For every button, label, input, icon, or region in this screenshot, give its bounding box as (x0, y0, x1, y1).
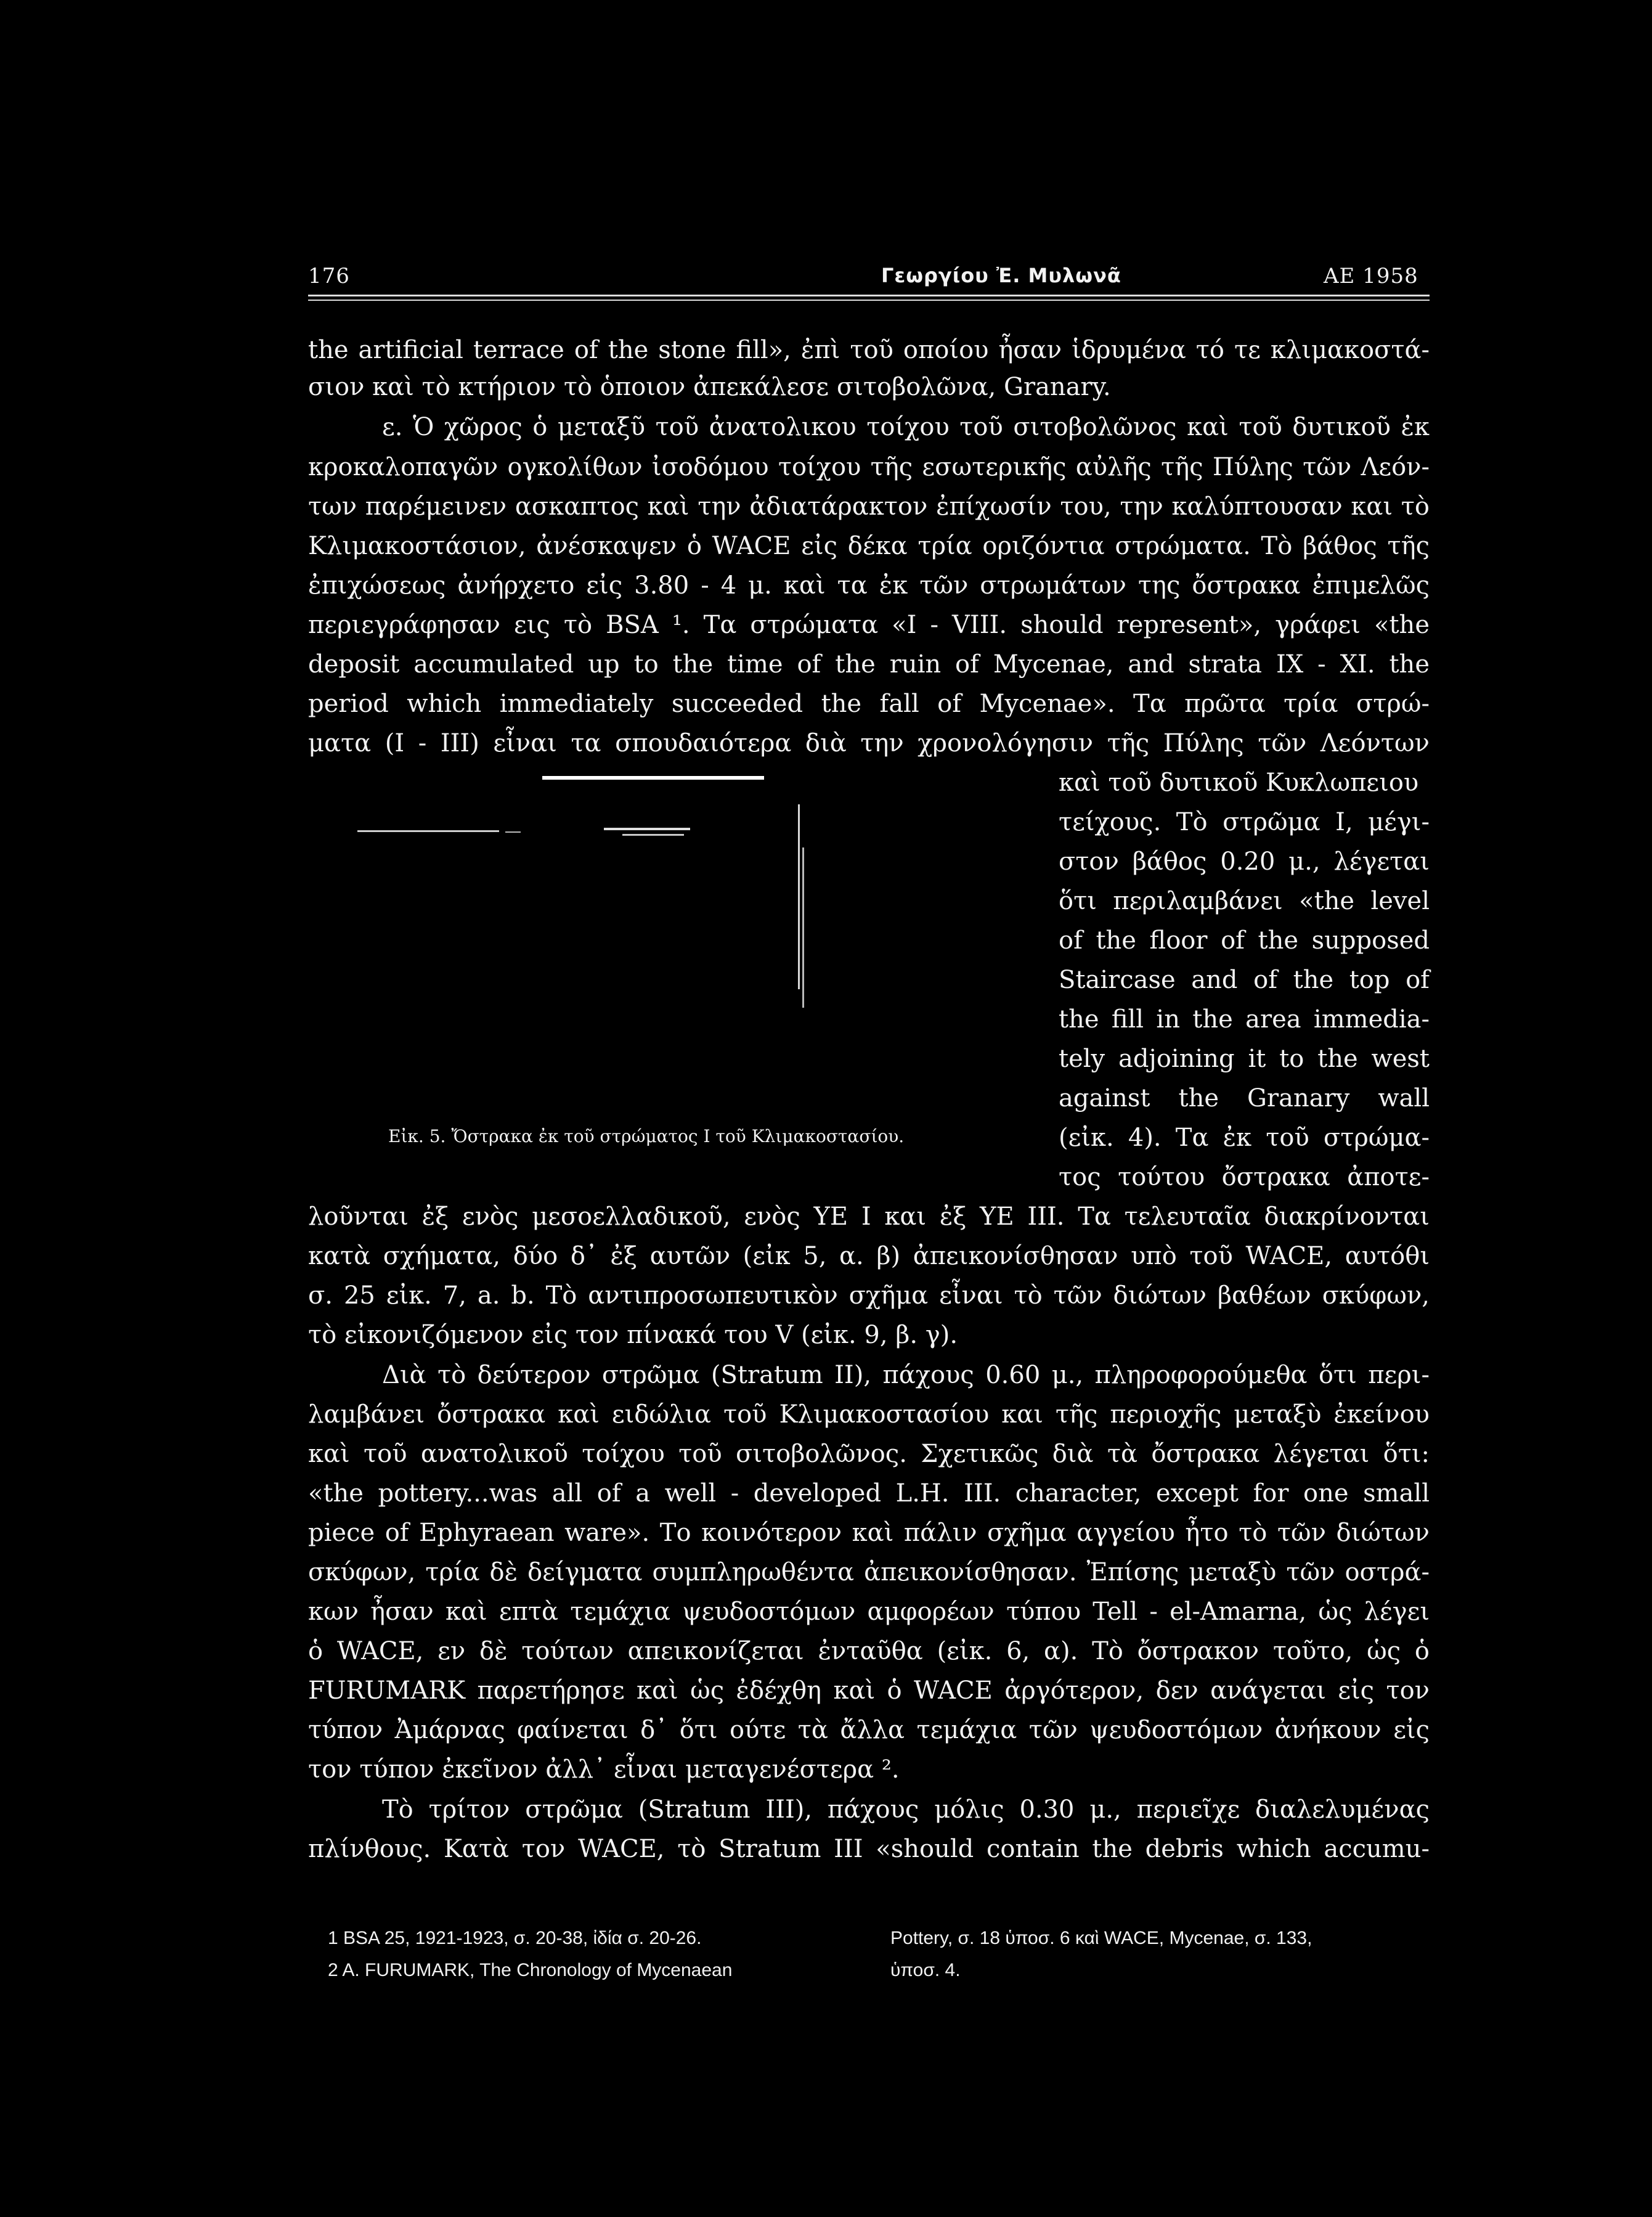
page-number: 176 (308, 264, 350, 288)
column-line: ὅτι περιλαμβάνει «the level (1059, 887, 1430, 915)
body-line: ἐπιχώσεως ἀνήρχετο εἰς 3.80 - 4 μ. καὶ τα ἐκ τῶν στρωμάτων της ὄστρακα ἐπιμελῶς (308, 571, 1430, 600)
column-line: στον βάθος 0.20 μ., λέγεται (1059, 847, 1430, 876)
body-line: period which immediately succeeded the fall of Mycenae». Τα πρῶτα τρία στρώ- (308, 690, 1430, 718)
body-line: ματα (I - III) εἶναι τα σπουδαιότερα διὰ την χρονολόγησιν τῆς Πύλης τῶν Λεόντων (308, 729, 1430, 757)
figure-sherds-image (357, 767, 1035, 1113)
body-line: «the pottery...was all of a well - developed L.H. III. character, except for one small (308, 1479, 1430, 1508)
body-line: των παρέμεινεν ασκαπτος καὶ την ἀδιατάρακτον ἐπίχωσίν του, την καλύπτουσαν και τὸ (308, 492, 1430, 521)
body-line: σκύφων, τρία δὲ δείγματα συμπληρωθέντα ἀπεικονίσθησαν. Ἐπίσης μεταξὺ τῶν οστρά- (308, 1558, 1430, 1586)
body-line: ε. Ὁ χῶρος ὁ μεταξῦ τοῦ ἀνατολικου τοίχου τοῦ σιτοβολῶνος καὶ τοῦ δυτικοῦ ἐκ (382, 413, 1430, 441)
body-line: ὁ WACE, εν δὲ τούτων απεικονίζεται ἐνταῦθα (εἰκ. 6, α). Τὸ ὄστρακον τοῦτο, ὡς ὁ (308, 1637, 1430, 1665)
body-line: FURUMARK παρετήρησε καὶ ὡς ἐδέχθη καὶ ὁ WACE ἀργότερον, δεν ανάγεται εἰς τον (308, 1676, 1430, 1705)
column-line: (εἰκ. 4). Τα ἐκ τοῦ στρώμα- (1059, 1124, 1430, 1152)
body-line: περιεγράφησαν εις τὸ BSA ¹. Τα στρώματα «I - VIII. should represent», γράφει «the (308, 611, 1430, 639)
running-author: Γεωργίου Ἐ. Μυλωνᾶ (881, 264, 1121, 287)
body-line: καὶ τοῦ ανατολικοῦ τοίχου τοῦ σιτοβολῶνος. Σχετικῶς διὰ τὰ ὄστρακα λέγεται ὅτι: (308, 1440, 1430, 1468)
body-line: κροκαλοπαγῶν ογκολίθων ἰσοδόμου τοίχου τῆς εσωτερικῆς αὐλῆς τῆς Πύλης τῶν Λεόν- (308, 453, 1430, 481)
journal-reference: ΑΕ 1958 (1324, 264, 1418, 288)
column-line: καὶ τοῦ δυτικοῦ Κυκλωπειου (1059, 769, 1419, 797)
column-line: against the Granary wall (1059, 1084, 1430, 1113)
body-line: κατὰ σχήματα, δύο δ᾽ ἐξ αυτῶν (εἰκ 5, α. β) ἀπεικονίσθησαν υπὸ τοῦ WACE, αυτόθι (308, 1242, 1430, 1270)
body-line: Διὰ τὸ δεύτερον στρῶμα (Stratum II), πάχους 0.60 μ., πληροφορούμεθα ὅτι περι- (382, 1361, 1430, 1389)
header-rule (308, 295, 1430, 296)
footnote-1: 1 BSA 25, 1921-1923, σ. 20-38, ἰδία σ. 20-26. (328, 1928, 702, 1948)
body-line: σ. 25 εἰκ. 7, a. b. Τὸ αντιπροσωπευτικὸν σχῆμα εἶναι τὸ τῶν διώτων βαθέων σκύφων, (308, 1281, 1430, 1310)
column-line: τος τούτου ὄστρακα ἀποτε- (1059, 1163, 1430, 1191)
footnote-2-continued: ὑποσ. 4. (890, 1960, 961, 1980)
header-rule-thin (308, 300, 1430, 301)
column-line: Staircase and of the top of (1059, 966, 1430, 994)
body-line: the artificial terrace of the stone fill», ἐπὶ τοῦ οποίου ἦσαν ἱδρυμένα τό τε κλιμακοστά- (308, 336, 1430, 364)
body-line: deposit accumulated up to the time of the ruin of Mycenae, and strata IX - XI. the (308, 650, 1430, 679)
body-line: Τὸ τρίτον στρῶμα (Stratum III), πάχους μόλις 0.30 μ., περιεῖχε διαλελυμένας (382, 1795, 1430, 1824)
footnote-2: 2 A. FURUMARK, The Chronology of Mycenaean (328, 1960, 733, 1980)
body-line: piece of Ephyraean ware». Το κοινότερον καὶ πάλιν σχῆμα αγγείου ἦτο τὸ τῶν διώτων (308, 1519, 1430, 1547)
figure-caption: Εἰκ. 5. Ὄστρακα ἐκ τοῦ στρώματος I τοῦ Κλιμακοστασίου. (388, 1126, 905, 1146)
body-line: τύπον Ἀμάρνας φαίνεται δ᾽ ὅτι ούτε τὰ ἄλλα τεμάχια τῶν ψευδοστόμων ἀνήκουν εἰς (308, 1716, 1430, 1744)
body-line: τον τύπον ἐκεῖνον ἀλλ᾽ εἶναι μεταγενέστερα ². (308, 1755, 900, 1784)
body-line: τὸ εἰκονιζόμενον εἰς τον πίνακά του V (εἰκ. 9, β. γ). (308, 1321, 958, 1349)
footnote-1-continued: Pottery, σ. 18 ὑποσ. 6 καὶ WACE, Mycenae, σ. 133, (890, 1928, 1312, 1948)
body-line: σιον καὶ τὸ κτήριον τὸ ὁποιον ἀπεκάλεσε σιτοβολῶνα, Granary. (308, 373, 1111, 401)
body-line: λοῦνται ἐξ ενὸς μεσοελλαδικοῦ, ενὸς ΥΕ I και ἐξ ΥΕ III. Τα τελευταῖα διακρίνονται (308, 1202, 1430, 1231)
column-line: tely adjoining it to the west (1059, 1045, 1430, 1073)
column-line: τείχους. Τὸ στρῶμα I, μέγι- (1059, 808, 1430, 836)
column-line: of the floor of the supposed (1059, 926, 1430, 955)
body-line: Κλιμακοστάσιον, ἀνέσκαψεν ὁ WACE εἰς δέκα τρία οριζόντια στρώματα. Τὸ βάθος τῆς (308, 532, 1430, 560)
body-line: κων ἦσαν καὶ επτὰ τεμάχια ψευδοστόμων αμφορέων τύπου Tell - el-Amarna, ὡς λέγει (308, 1598, 1430, 1626)
column-line: the fill in the area immedia- (1059, 1005, 1430, 1034)
body-line: πλίνθους. Κατὰ τον WACE, τὸ Stratum III «should contain the debris which accumu- (308, 1835, 1430, 1863)
body-line: λαμβάνει ὄστρακα καὶ ειδώλια τοῦ Κλιμακοστασίου και τῆς περιοχῆς μεταξὺ ἐκείνου (308, 1400, 1430, 1429)
